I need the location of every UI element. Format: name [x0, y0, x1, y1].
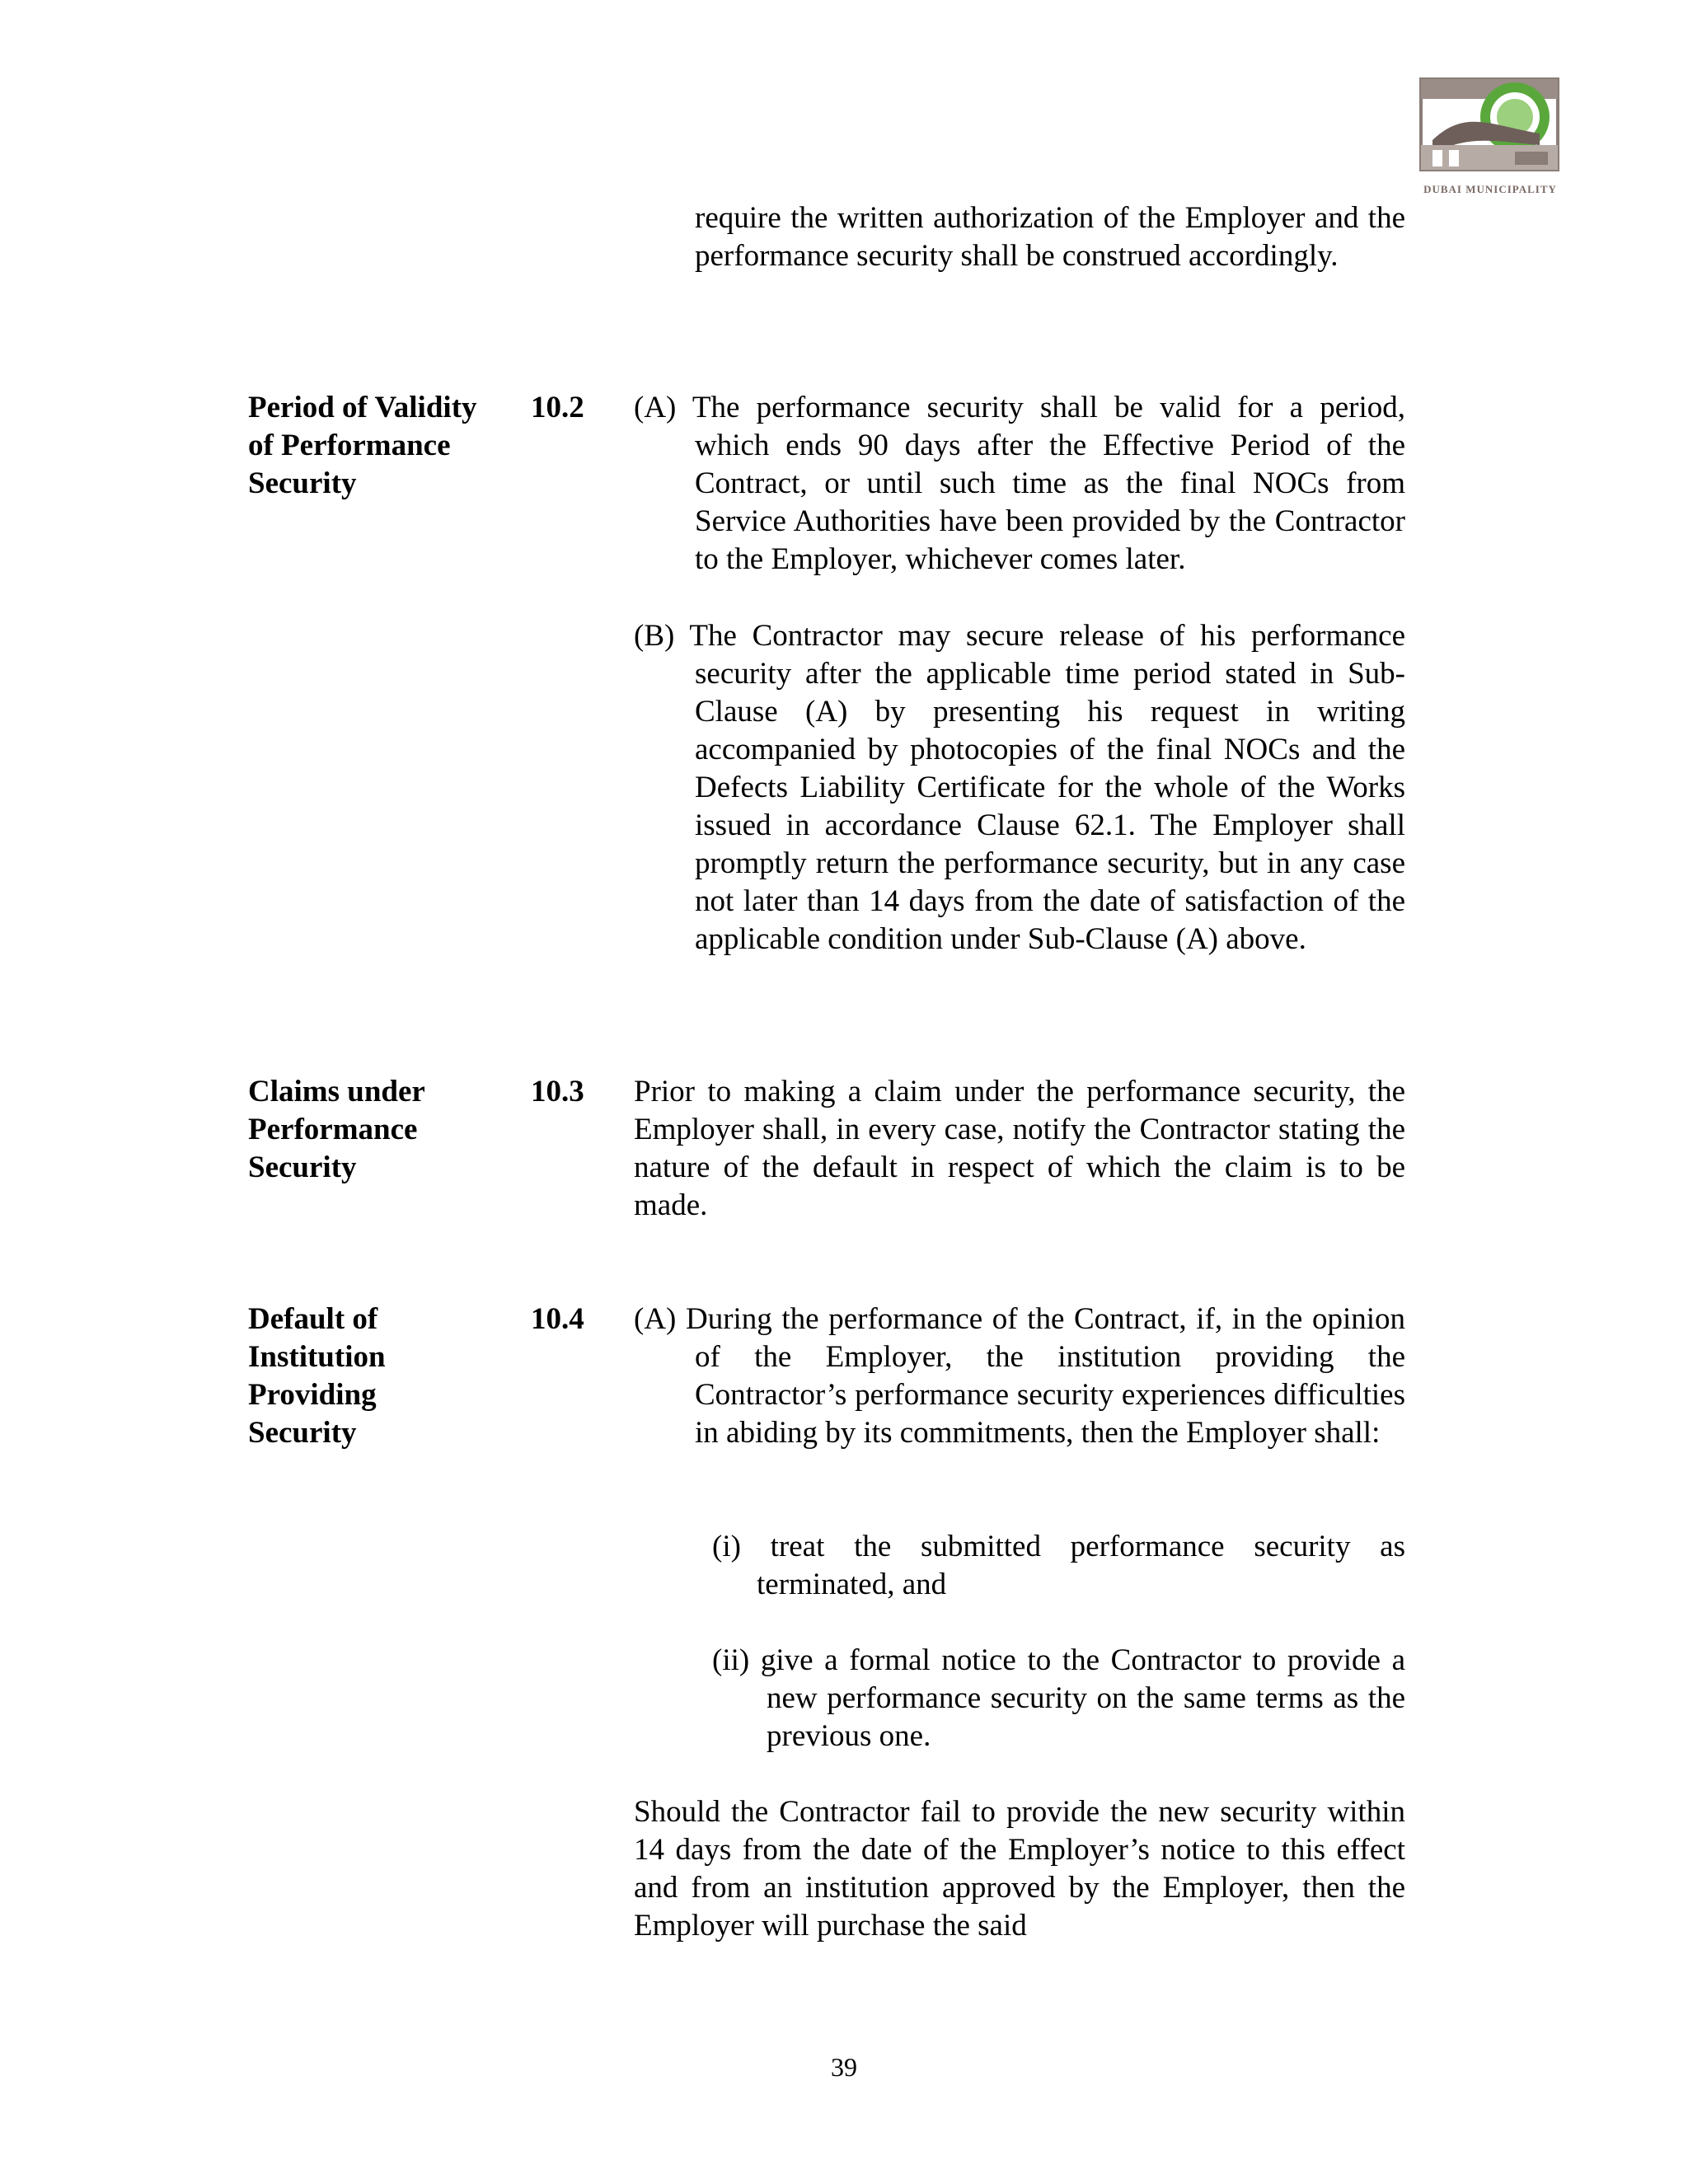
clause-10-4-closing: Should the Contractor fail to provide the new security within 14 days from the date of the Employer’s notice to this effect and from an institution approved by the Employer, then the Employer will purchase the said — [634, 1795, 1405, 1943]
intro-paragraph: require the written authorization of the Employer and the performance security shall be construed accordingly. — [695, 201, 1405, 273]
clause-10-4-para-a: (A) During the performance of the Contract, if, in the opinion of the Employer, the institution providing the Contractor’s performance security experiences difficulties in abiding by its commitments, then the Employer shall: — [634, 1302, 1405, 1450]
clause-10-2-number: 10.2 — [531, 391, 584, 424]
clause-10-2-heading: Period of Validity of Performance Security — [248, 391, 477, 500]
logo-emblem-icon — [1416, 76, 1564, 183]
clause-10-2-para-a: (A) The performance security shall be valid for a period, which ends 90 days after the Effective Period of the Contract, or until such time as the final NOCs from Service Authorities have been provided by the Contractor to the Employer, whichever comes later. — [634, 391, 1405, 576]
logo-caption: DUBAI MUNICIPALITY — [1423, 183, 1557, 195]
clause-10-3-heading: Claims under Performance Security — [248, 1075, 425, 1184]
clause-10-4-item-ii: (ii) give a formal notice to the Contractor to provide a new performance security on the same terms as the previous one. — [712, 1643, 1405, 1753]
clause-10-4-number: 10.4 — [531, 1302, 584, 1336]
clause-10-2-para-b: (B) The Contractor may secure release of his performance security after the applicable time period stated in Sub-Clause (A) by presenting his request in writing accompanied by photocopies of the final NOCs and the Defects Liability Certificate for the whole of the Works issued in accordance Clause 62.1. The Employer shall promptly return the performance security, but in any case not later than 14 days from the date of satisfaction of the applicable condition under Sub-Clause (A) above. — [634, 619, 1405, 956]
page-number: 39 — [831, 2052, 857, 2082]
dubai-municipality-logo — [1416, 76, 1564, 199]
clause-10-3-number: 10.3 — [531, 1075, 584, 1108]
clause-10-4-item-i: (i) treat the submitted performance security as terminated, and — [712, 1530, 1405, 1601]
clause-10-4-heading: Default of Institution Providing Security — [248, 1302, 386, 1450]
clause-10-3-para: Prior to making a claim under the performance security, the Employer shall, in every case, notify the Contractor stating the nature of the default in respect of which the claim is to be made. — [634, 1075, 1405, 1222]
